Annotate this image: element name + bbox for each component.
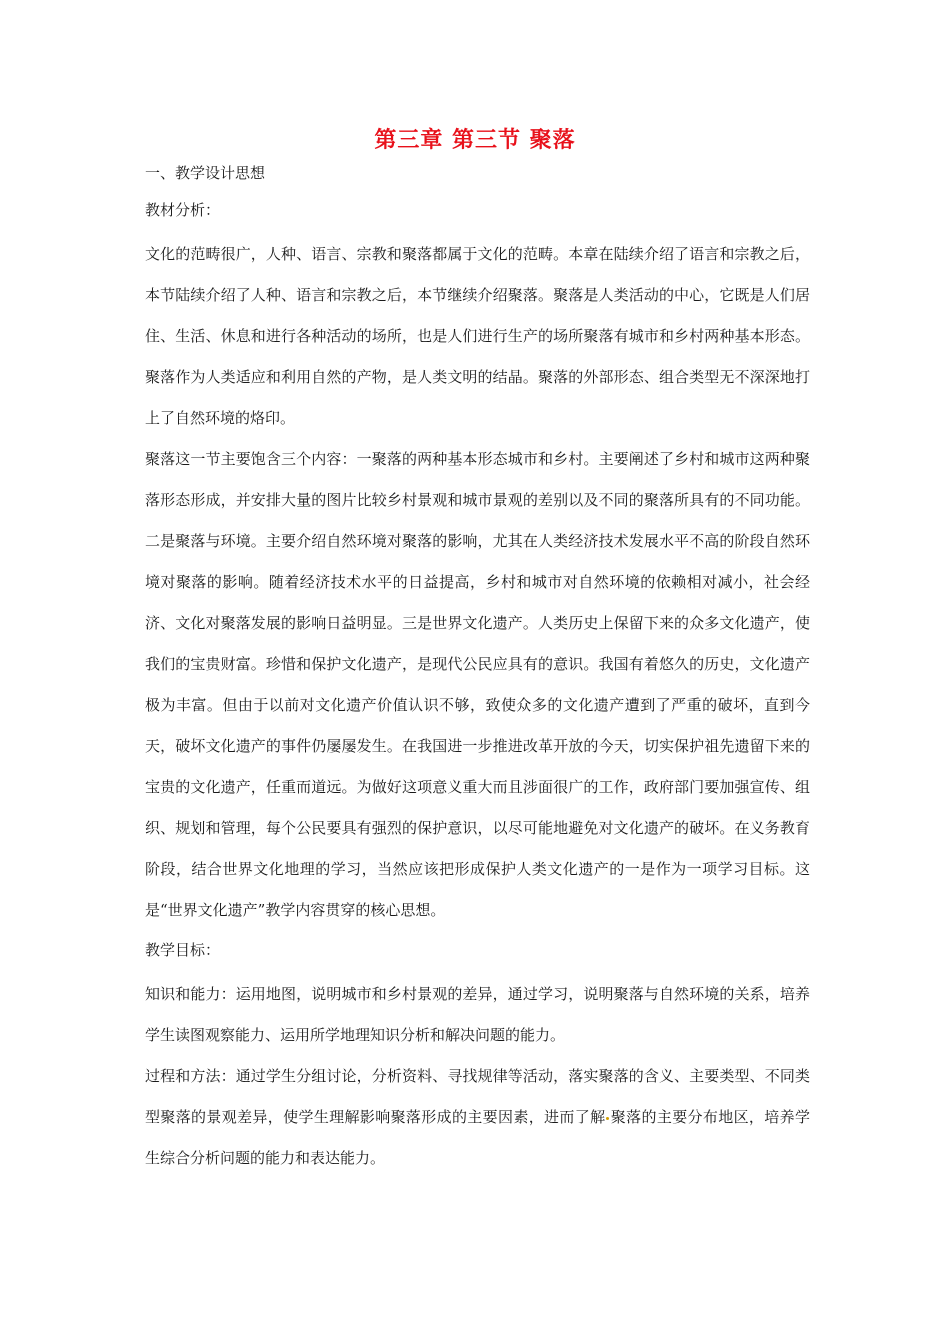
subheading-teaching-goals: 教学目标： [145, 941, 221, 959]
section-heading: 一、教学设计思想 [145, 164, 266, 182]
process-text-part-2: 聚落的主要分布地区，培养学生综合分析问题的能力和表达能力。 [145, 1108, 810, 1167]
paragraph-section-content: 聚落这一节主要饱含三个内容：一聚落的两种基本形态城市和乡村。主要阐述了乡村和城市这两种聚落形态形成，并安排大量的图片比较乡村景观和城市景观的差别以及不同的聚落所具有的不同功能。二是聚落与环境。主要介绍自然环境对聚落的影响，尤其在人类经济技术发展水平不高的阶段自然环境对聚落的影响。随着经济技术水平的日益提高，乡村和城市对自然环境的依赖相对减小，社会经济、文化对聚落发展的影响日益明显。三是世界文化遗产。人类历史上保留下来的众多文化遗产，使我们的宝贵财富。珍惜和保护文化遗产，是现代公民应具有的意识。我国有着悠久的历史，文化遗产极为丰富。但由于以前对文化遗产价值认识不够，致使众多的文化遗产遭到了严重的破坏，直到今天，破坏文化遗产的事件仍屡屡发生。在我国进一步推进改革开放的今天，切实保护祖先遗留下来的宝贵的文化遗产，任重而道远。为做好这项意义重大而且涉面很广的工作，政府部门要加强宣传、组织、规划和管理，每个公民要具有强烈的保护意识，以尽可能地避免对文化遗产的破坏。在义务教育阶段，结合世界文化地理的学习，当然应该把形成保护人类文化遗产的一是作为一项学习目标。这是“世界文化遗产”教学内容贯穿的核心思想。 [145, 450, 810, 919]
document-body [145, 160, 810, 1179]
paragraph-process-method [145, 1056, 810, 1179]
yellow-dot-mark [606, 1117, 609, 1120]
subheading-material-analysis: 教材分析： [145, 201, 221, 219]
paragraph-knowledge-ability: 知识和能力：运用地图，说明城市和乡村景观的差异，通过学习，说明聚落与自然环境的关系，培养学生读图观察能力、运用所学地理知识分析和解决问题的能力。 [145, 985, 810, 1044]
page-title: 第三章 第三节 聚落 [374, 127, 576, 153]
process-text-part-1: 过程和方法：通过学生分组讨论，分析资料、寻找规律等活动，落实聚落的含义、主要类型、不同类型聚落的景观差异，使学生理解影响聚落形成的主要因素，进而了解 [145, 1067, 810, 1126]
paragraph-culture-scope: 文化的范畴很广，人种、语言、宗教和聚落都属于文化的范畴。本章在陆续介绍了语言和宗教之后，本节陆续介绍了人种、语言和宗教之后，本节继续介绍聚落。聚落是人类活动的中心，它既是人们居住、生活、休息和进行各种活动的场所，也是人们进行生产的场所聚落有城市和乡村两种基本形态。聚落作为人类适应和利用自然的产物，是人类文明的结晶。聚落的外部形态、组合类型无不深深地打上了自然环境的烙印。 [145, 245, 810, 427]
